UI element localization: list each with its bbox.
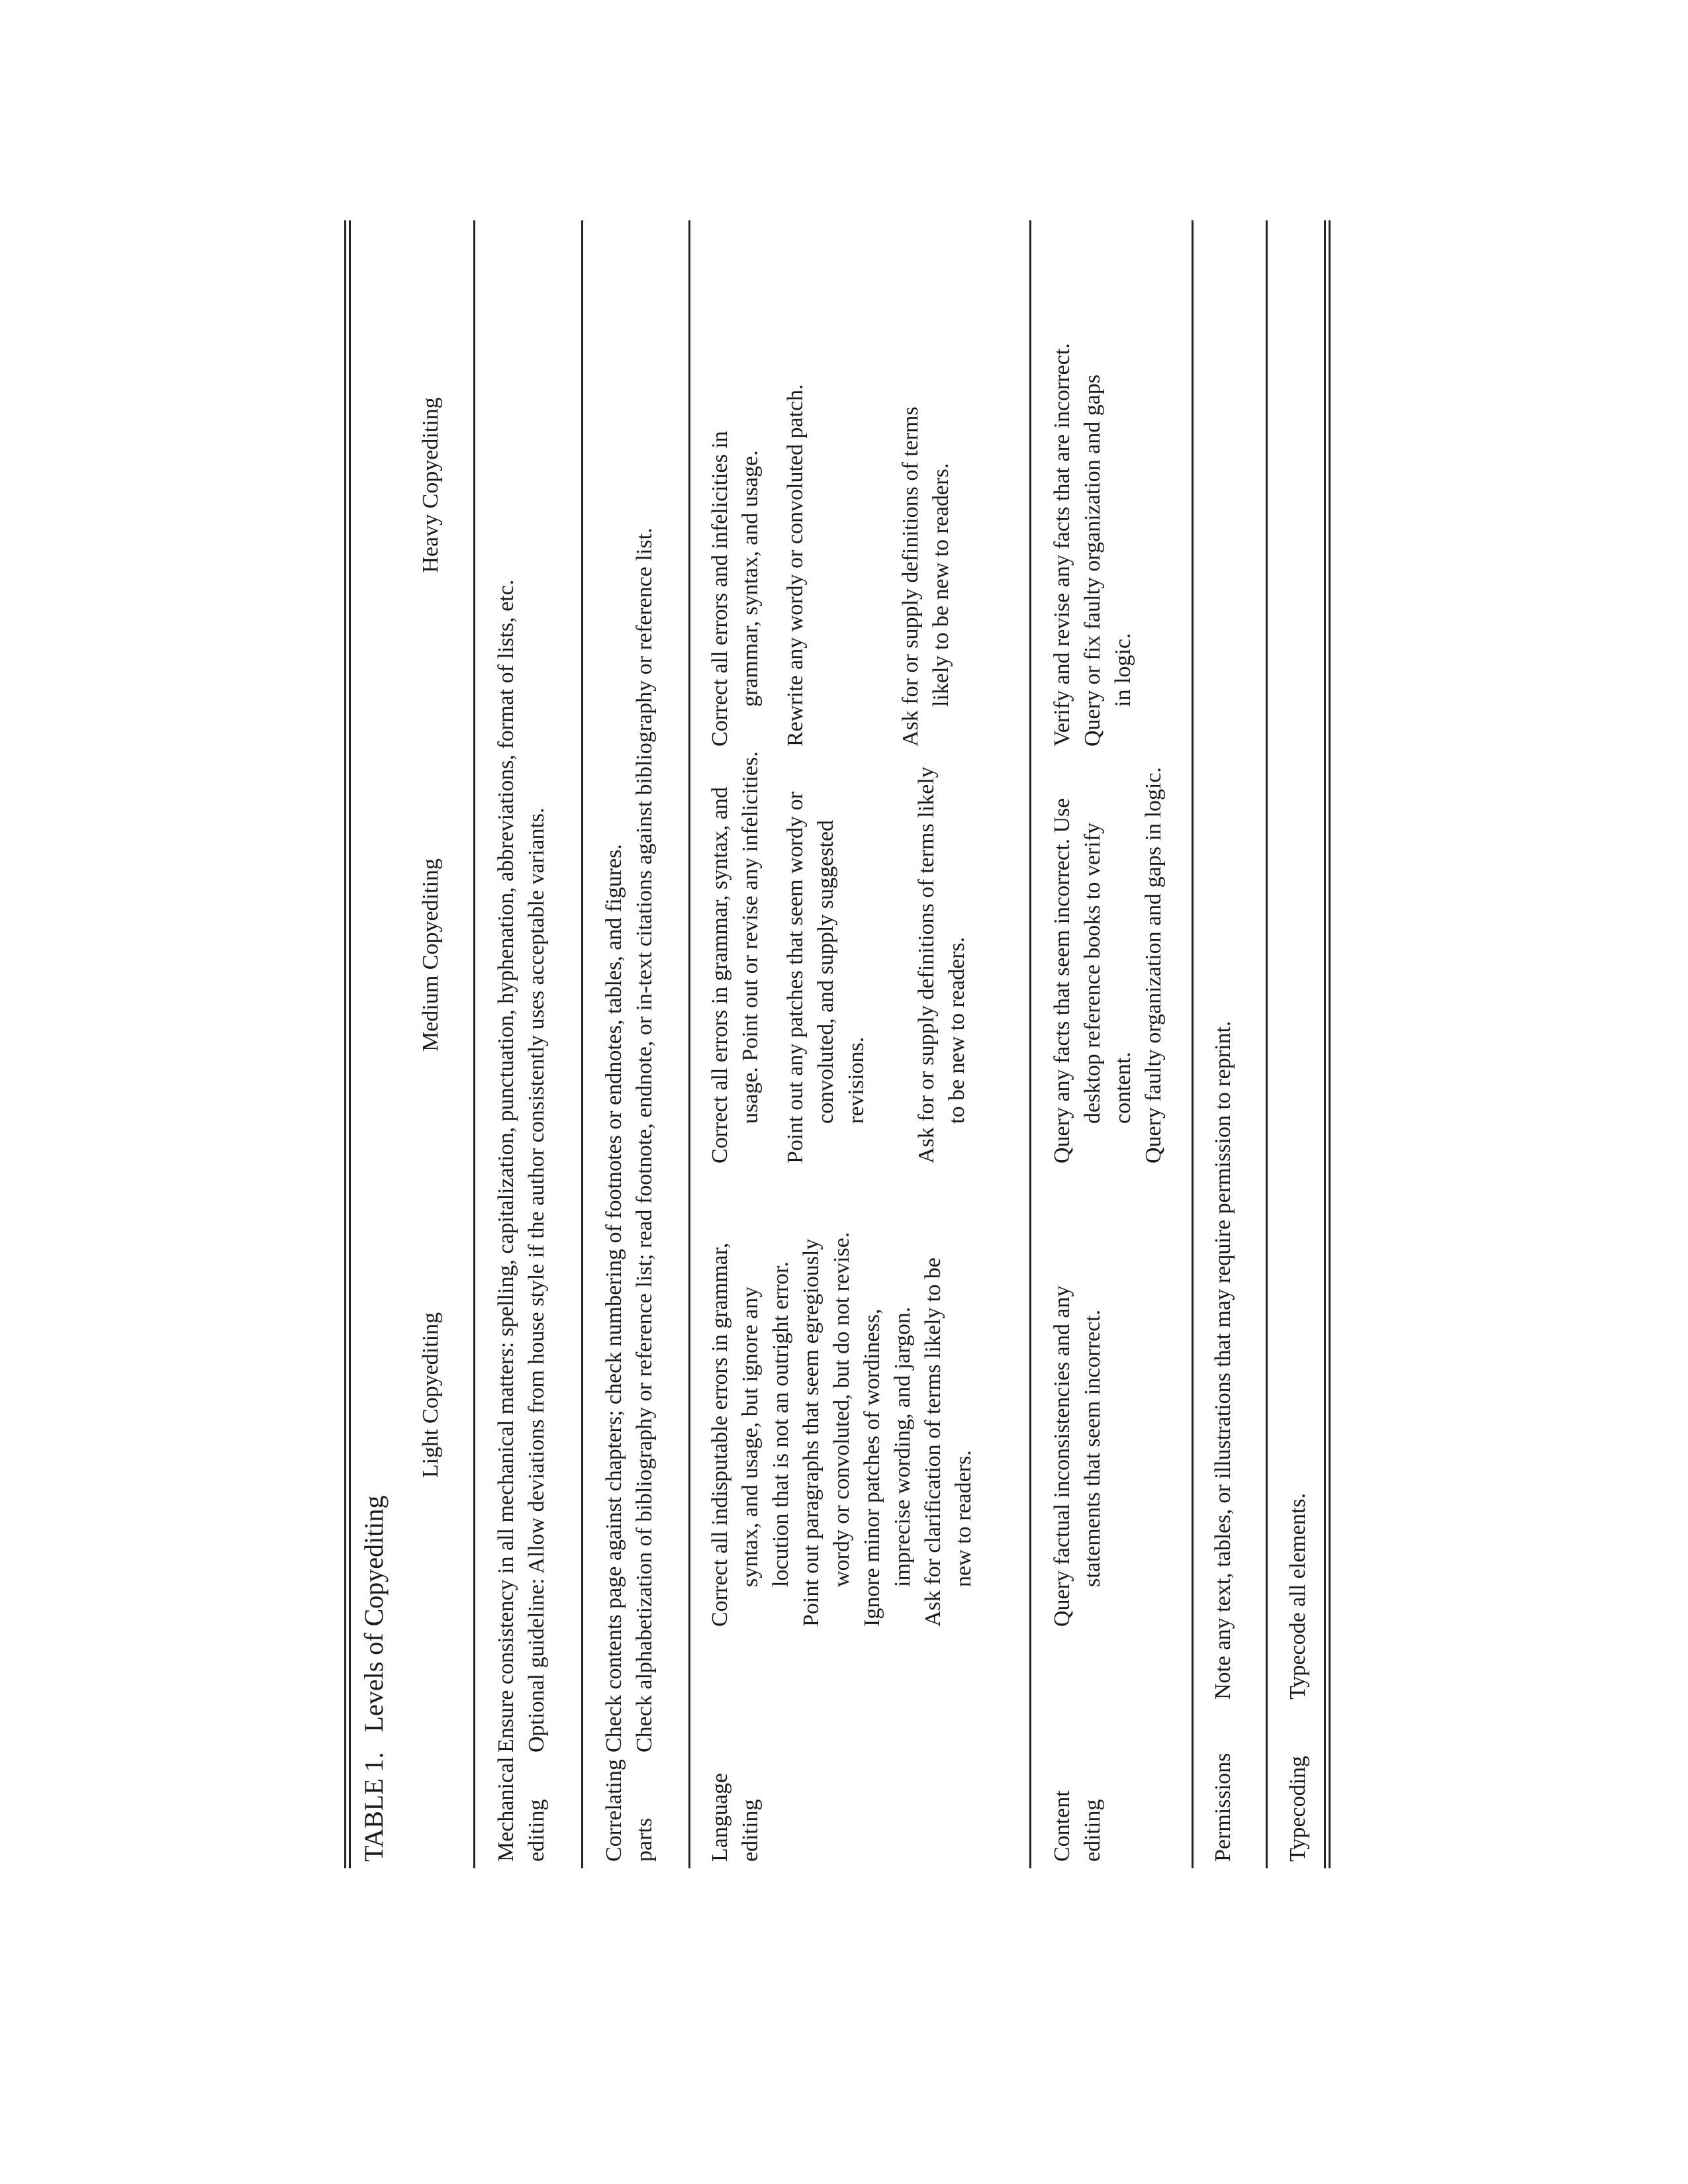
cell-line: Point out paragraphs that seem egregiously (799, 1238, 823, 1627)
row-text-line: Ensure consistency in all mechanical matters: spelling, capitalization, punctuation, hyphenation, abbreviations, format of lists, etc. (494, 579, 518, 1752)
row-text-line: Check alphabetization of bibliography or reference list; read footnote, endnote, or in-text citations against bibliography or reference list. (632, 527, 657, 1752)
row-label-content (1047, 1790, 1108, 1862)
row-label-language (705, 1773, 766, 1862)
language-heavy-cell (705, 384, 957, 747)
cell-line: content. (1111, 1052, 1135, 1124)
language-medium-cell (705, 751, 972, 1163)
row-rule (1266, 220, 1268, 1868)
rotated-table (344, 220, 1331, 1868)
content-heavy-cell (1047, 343, 1139, 747)
cell-line: to be new to readers. (945, 936, 969, 1124)
row-text-line: Check contents page against chapters; check numbering of footnotes or endnotes, tables, and figures. (602, 844, 626, 1752)
row-label-mechanical (491, 1756, 552, 1862)
row-label-line: editing (738, 1799, 763, 1862)
row-label-line: editing (1080, 1799, 1105, 1862)
cell-line: likely to be new to readers. (929, 463, 953, 707)
row-rule (1192, 220, 1194, 1868)
cell-line: Query faulty organization and gaps in logic. (1141, 767, 1166, 1163)
cell-line: grammar, syntax, and usage. (738, 450, 763, 707)
cell-line: in logic. (1111, 633, 1135, 707)
cell-line: Correct all errors in grammar, syntax, and (708, 787, 732, 1163)
row-rule (1029, 220, 1031, 1868)
cell-line: Verify and revise any facts that are incorrect. (1050, 343, 1074, 747)
column-header-light: Light Copyediting (418, 1312, 443, 1479)
header-rule (473, 220, 475, 1868)
cell-line: convoluted, and supply suggested (814, 820, 838, 1124)
cell-line: imprecise wording, and jargon. (890, 1306, 915, 1587)
row-text-permissions: Note any text, tables, or illustrations that may require permission to reprint. (1211, 1021, 1235, 1700)
cell-line: Query or fix faulty organization and gaps (1080, 374, 1105, 747)
cell-line: desktop reference books to verify (1080, 822, 1105, 1124)
table-title: Levels of Copyediting (359, 1495, 389, 1733)
cell-line: wordy or convoluted, but do not revise. (829, 1232, 854, 1587)
row-text-typecoding: Typecode all elements. (1286, 1493, 1310, 1700)
row-label-line: Mechanical (494, 1756, 518, 1862)
table-bottom-rule (1324, 220, 1331, 1868)
column-header-heavy: Heavy Copyediting (418, 397, 443, 573)
cell-line: Point out any patches that seem wordy or (783, 792, 808, 1163)
row-rule (688, 220, 690, 1868)
cell-line: new to readers. (951, 1450, 976, 1587)
cell-line: usage. Point out or revise any infelicities. (738, 751, 763, 1124)
table-caption (359, 1496, 389, 1862)
cell-line: statements that seem incorrect. (1080, 1309, 1105, 1587)
row-label-typecoding: Typecoding (1286, 1755, 1310, 1862)
row-label-line: Content (1050, 1790, 1074, 1862)
cell-line: Ask for or supply definitions of terms (898, 406, 923, 747)
row-rule (581, 220, 583, 1868)
row-label-line: editing (524, 1799, 549, 1862)
table-top-rule (344, 220, 351, 1868)
cell-line: Correct all indisputable errors in grammar, (708, 1242, 732, 1627)
row-text-mechanical (491, 580, 552, 1752)
row-label-correlating (599, 1759, 660, 1862)
cell-line: Correct all errors and infelicities in (708, 431, 732, 747)
row-text-correlating (599, 528, 660, 1752)
row-text-line: Optional guideline: Allow deviations from house style if the author consistently uses acceptable variants. (524, 807, 549, 1752)
row-label-permissions: Permissions (1211, 1752, 1235, 1862)
column-header-medium: Medium Copyediting (418, 858, 443, 1052)
table-number: TABLE 1. (359, 1752, 389, 1862)
language-light-cell (705, 1232, 979, 1627)
row-label-line: Language (708, 1772, 732, 1862)
row-label-line: parts (632, 1817, 657, 1862)
cell-line: locution that is not an outright error. (769, 1261, 793, 1587)
cell-line: Rewrite any wordy or convoluted patch. (783, 384, 808, 747)
content-light-cell (1047, 1286, 1108, 1627)
cell-line: Ignore minor patches of wordiness, (860, 1308, 884, 1627)
content-medium-cell (1047, 767, 1169, 1163)
cell-line: Query factual inconsistencies and any (1050, 1285, 1074, 1627)
row-label-line: Correlating (602, 1759, 626, 1862)
cell-line: Query any facts that seem incorrect. Use (1050, 797, 1074, 1163)
cell-line: Ask for or supply definitions of terms likely (914, 766, 939, 1163)
cell-line: syntax, and usage, but ignore any (738, 1286, 763, 1587)
cell-line: revisions. (844, 1036, 868, 1124)
cell-line: Ask for clarification of terms likely to be (921, 1257, 945, 1627)
